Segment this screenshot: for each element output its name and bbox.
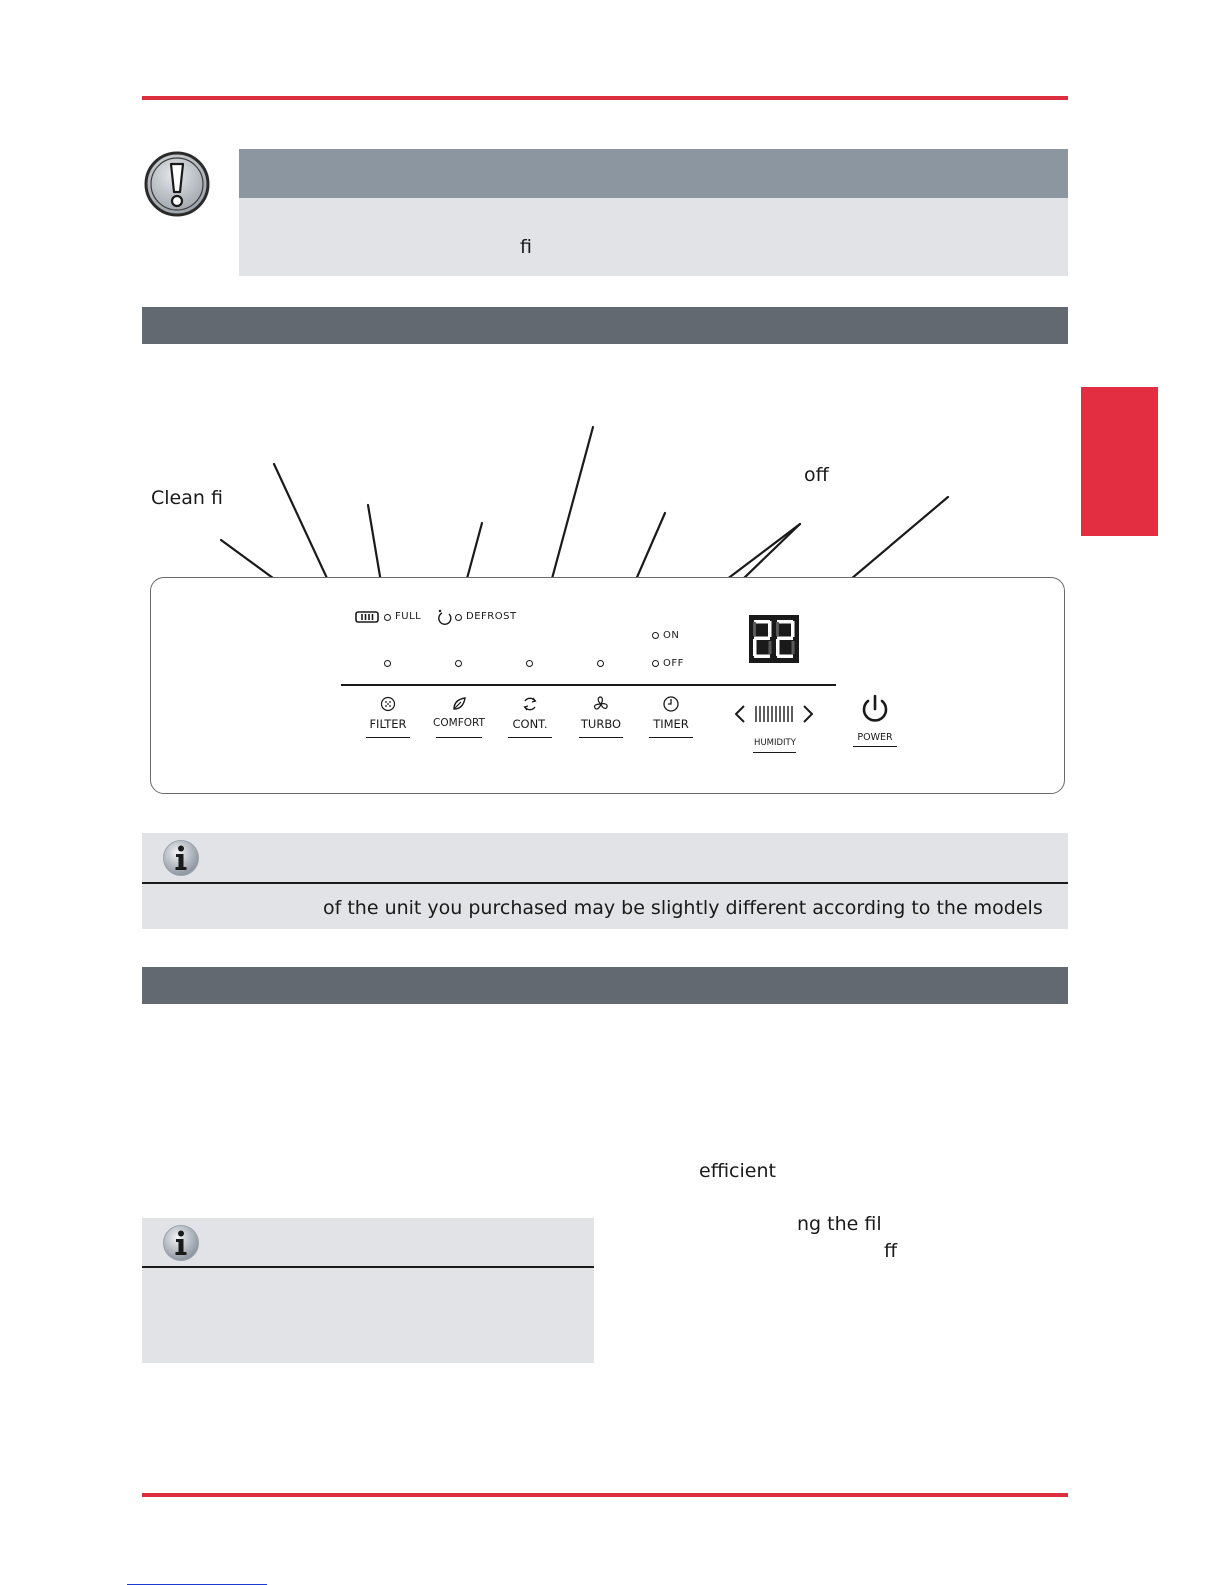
fragment-efficient: eﬃcient: [699, 1160, 776, 1182]
chevron-left-icon[interactable]: [734, 704, 746, 724]
note1-info-wrap: [162, 839, 200, 877]
note2-rule: [142, 1266, 594, 1268]
timer-on-led: [652, 632, 659, 639]
footer-rule: [142, 1493, 1068, 1497]
timer-button[interactable]: [641, 694, 701, 740]
defrost-label: DEFROST: [466, 611, 517, 622]
section-bar-operation: [142, 967, 1068, 1004]
power-button[interactable]: [848, 692, 902, 750]
control-panel: [150, 577, 1065, 794]
tank-icon: [355, 611, 379, 623]
panel-divider: [341, 684, 836, 686]
cycle-arrows-icon: [521, 695, 539, 713]
note1-rule: [142, 882, 1068, 884]
fan-icon: [592, 695, 610, 713]
info-icon: [162, 1224, 200, 1262]
filter-button-label: FILTER: [369, 717, 407, 731]
turbo-button-label: TURBO: [580, 717, 622, 731]
info-icon: [162, 839, 200, 877]
power-icon: [859, 693, 891, 725]
cont-button-label: CONT.: [512, 717, 548, 731]
humidity-display: [749, 615, 799, 663]
cont-led: [526, 660, 533, 667]
humidity-control[interactable]: [730, 700, 820, 758]
filter-icon: [380, 696, 396, 712]
timer-button-label: TIMER: [653, 717, 689, 731]
display-digits: [749, 615, 799, 663]
full-label: FULL: [395, 611, 422, 622]
humidity-label: HUMIDITY: [754, 738, 796, 748]
defrost-icon: [437, 608, 453, 626]
turbo-led: [597, 660, 604, 667]
leaf-icon: [451, 696, 467, 712]
humidity-slider-bars[interactable]: [754, 706, 796, 722]
timer-button-underline: [649, 737, 693, 738]
fragment-filter-partial: ng the ﬁl: [797, 1213, 882, 1235]
fragment-ff: ﬀ: [884, 1240, 898, 1262]
full-led: [384, 614, 391, 621]
note1-text: of the unit you purchased may be slightly diﬀerent according to the models: [323, 897, 1043, 919]
timer-off-led: [652, 660, 659, 667]
chevron-right-icon[interactable]: [802, 704, 814, 724]
timer-off-label: OFF: [663, 658, 684, 669]
timer-on-label: ON: [663, 630, 680, 641]
turbo-button-underline: [579, 737, 623, 738]
power-underline: [853, 746, 897, 747]
filter-button[interactable]: [358, 694, 418, 740]
comfort-button-underline: [436, 737, 482, 738]
turbo-button[interactable]: [570, 694, 632, 740]
label-timer-off: oﬀ: [804, 464, 829, 486]
power-label: POWER: [857, 732, 893, 743]
comfort-button-label: COMFORT: [433, 717, 485, 729]
note2-info-wrap: [162, 1224, 200, 1262]
cont-button-underline: [508, 737, 552, 738]
filter-led: [384, 660, 391, 667]
label-clean-filter: Clean ﬁ: [151, 487, 223, 509]
defrost-led: [455, 614, 462, 621]
comfort-led: [455, 660, 462, 667]
cont-button[interactable]: [500, 694, 560, 740]
warning-text-fragment: ﬁ: [520, 236, 532, 258]
humidity-underline: [753, 752, 796, 753]
comfort-button[interactable]: [428, 694, 490, 740]
note2-band: [142, 1218, 594, 1363]
clock-icon: [662, 695, 680, 713]
filter-button-underline: [366, 737, 410, 738]
